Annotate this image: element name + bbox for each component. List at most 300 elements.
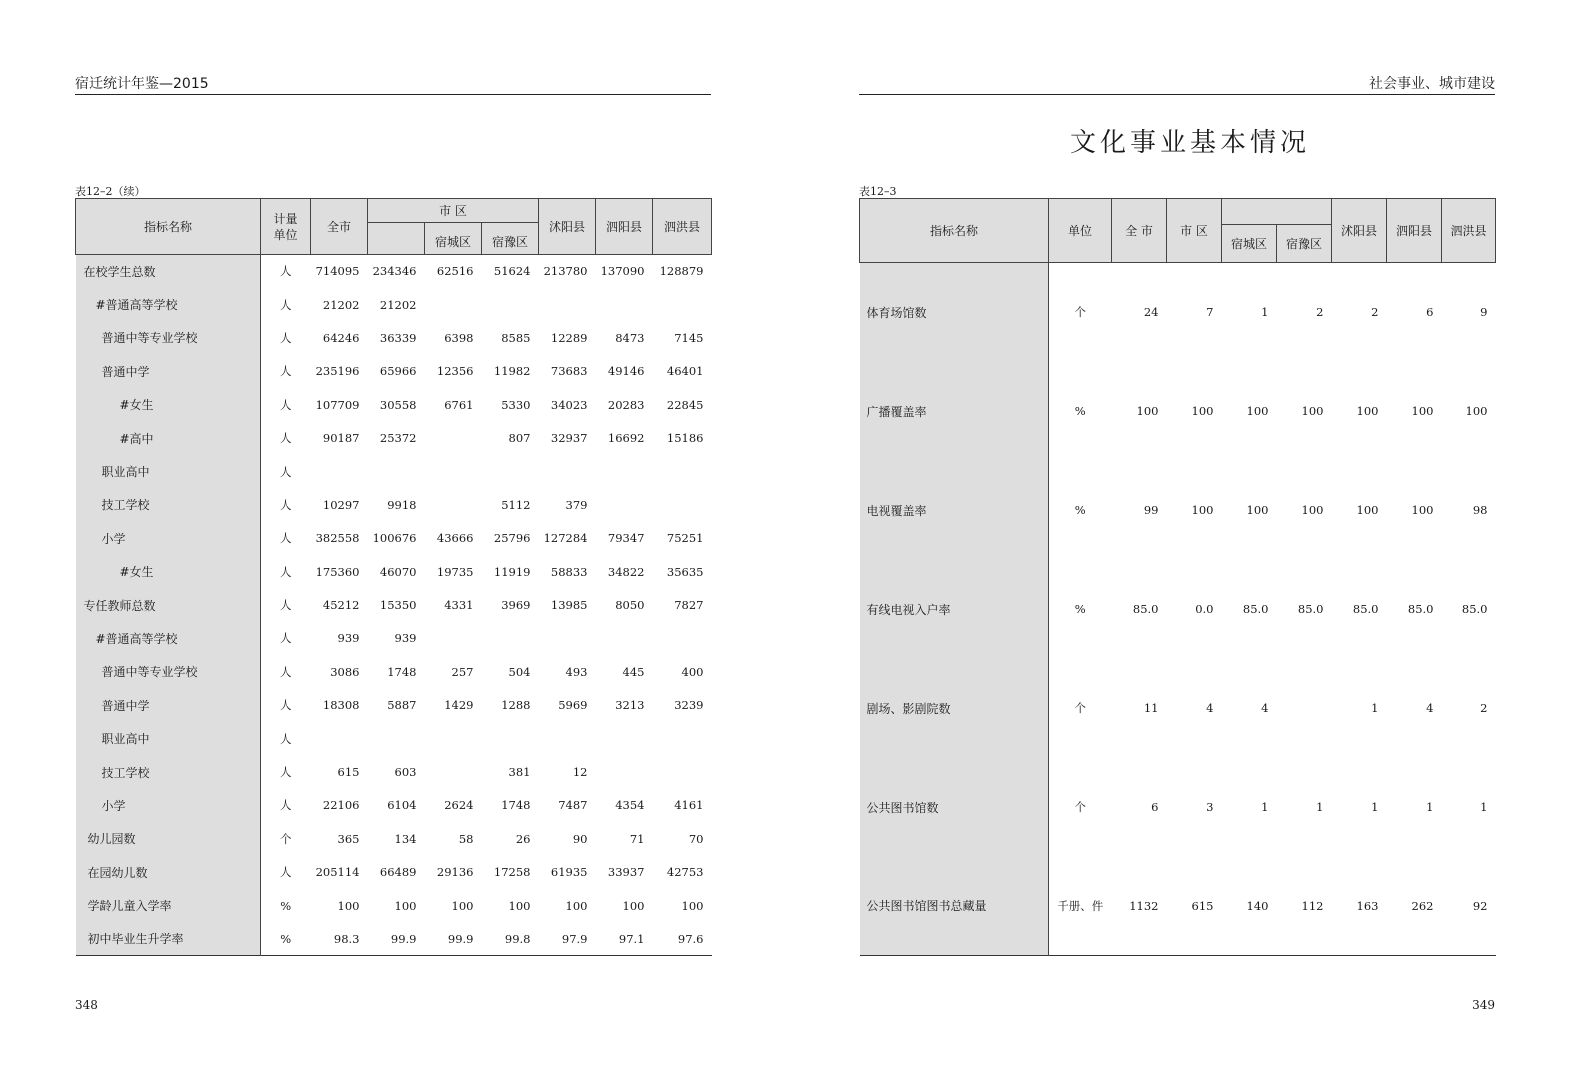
row-value [596, 622, 653, 655]
row-indicator: 初中毕业生升学率 [76, 922, 261, 955]
row-value: 2624 [444, 798, 474, 813]
row-value: 15350 [379, 598, 417, 613]
row-unit: 人 [280, 731, 292, 746]
row-value: 98.3 [333, 931, 360, 946]
row-unit: % [1074, 602, 1086, 616]
row-value: 6104 [387, 798, 417, 813]
table-row [76, 822, 712, 855]
row-value: 100 [337, 898, 360, 913]
row-value: 90187 [322, 431, 360, 446]
row-value: 4331 [444, 598, 474, 613]
row-unit: 人 [280, 531, 292, 546]
row-value: 134 [394, 831, 417, 846]
row-value [311, 722, 368, 755]
row-unit: 人 [280, 598, 292, 613]
row-value: 2 [1480, 701, 1488, 715]
row-unit: 个 [280, 831, 292, 846]
row-value [425, 755, 482, 788]
table-row [860, 659, 1496, 758]
row-value: 9 [1480, 305, 1488, 320]
row-value [653, 622, 712, 655]
row-indicator: 体育场馆数 [860, 263, 1049, 362]
row-indicator: #女生 [76, 388, 261, 421]
row-value: 34023 [550, 397, 588, 412]
row-value: 100 [1191, 404, 1214, 418]
table-row [76, 288, 712, 321]
row-value: 100 [1301, 404, 1324, 418]
row-indicator: #普通高等学校 [76, 288, 261, 321]
row-value [425, 722, 482, 755]
row-value: 100 [1191, 503, 1214, 517]
row-unit: 人 [280, 330, 292, 345]
table-row [860, 560, 1496, 659]
row-value: 85.0 [1352, 602, 1379, 616]
row-unit: 人 [280, 297, 292, 312]
running-header: 宿迁统计年鉴—2015 [75, 76, 209, 92]
row-value [653, 288, 712, 321]
row-value: 49146 [607, 364, 645, 379]
row-value: 400 [681, 664, 704, 679]
row-unit: 人 [280, 664, 292, 679]
row-value: 205114 [315, 865, 360, 880]
page-number: 349 [1472, 998, 1495, 1012]
row-value: 615 [337, 765, 360, 780]
row-value [653, 455, 712, 488]
row-value: 42753 [666, 865, 704, 880]
row-value: 100 [681, 898, 704, 913]
row-value: 939 [337, 631, 360, 646]
row-unit: 人 [280, 631, 292, 646]
row-value: 85.0 [1132, 602, 1159, 616]
col-header-siyang: 泗阳县 [1387, 199, 1442, 263]
table-row [860, 857, 1496, 956]
row-value: 65966 [379, 364, 417, 379]
col-header-siyang: 泗阳县 [596, 199, 653, 255]
col-header-sucheng: 宿城区 [425, 223, 482, 255]
table-row [76, 755, 712, 788]
row-value: 46401 [666, 364, 704, 379]
page-number: 348 [75, 998, 98, 1012]
row-value: 100 [622, 898, 645, 913]
row-value: 807 [508, 431, 531, 446]
row-value: 70 [688, 831, 704, 846]
row-value: 97.6 [677, 931, 704, 946]
row-unit: 个 [1074, 701, 1086, 715]
row-value: 4161 [674, 798, 704, 813]
row-indicator: #高中 [76, 421, 261, 454]
row-value: 12289 [550, 330, 588, 345]
row-value: 58833 [550, 564, 588, 579]
col-header-urban: 市 区 [368, 199, 539, 223]
row-value: 12 [572, 765, 588, 780]
row-unit: 人 [280, 865, 292, 880]
row-value: 213780 [543, 264, 588, 279]
row-value: 1 [1371, 800, 1379, 814]
row-indicator: 技工学校 [76, 755, 261, 788]
row-indicator: 技工学校 [76, 488, 261, 521]
row-value: 7487 [558, 798, 588, 813]
row-value: 382558 [315, 531, 360, 546]
table-row [76, 856, 712, 889]
table-row [76, 522, 712, 555]
row-value: 34822 [607, 564, 645, 579]
row-indicator: 公共图书馆数 [860, 758, 1049, 857]
row-value: 127284 [543, 531, 588, 546]
row-value: 100 [1411, 503, 1434, 517]
row-value: 100 [1411, 404, 1434, 418]
row-value [425, 455, 482, 488]
row-unit: 千册、件 [1057, 898, 1104, 913]
row-unit: 人 [280, 698, 292, 713]
row-indicator: #女生 [76, 555, 261, 588]
row-value: 85.0 [1242, 602, 1269, 616]
row-unit: 人 [280, 464, 292, 479]
row-value: 43666 [436, 531, 474, 546]
col-header-sucheng: 宿城区 [1222, 225, 1277, 263]
row-value: 175360 [315, 564, 360, 579]
row-indicator: 在校学生总数 [76, 255, 261, 288]
row-value: 3086 [330, 664, 360, 679]
row-indicator: 普通中等专业学校 [76, 655, 261, 688]
row-value [425, 622, 482, 655]
row-indicator: 幼儿园数 [76, 822, 261, 855]
row-unit: 人 [280, 564, 292, 579]
row-value [425, 421, 482, 454]
row-value: 8585 [501, 330, 531, 345]
row-unit: % [280, 931, 292, 946]
table-row [76, 588, 712, 621]
row-value: 29136 [436, 865, 474, 880]
row-value: 100 [451, 898, 474, 913]
row-value: 85.0 [1407, 602, 1434, 616]
row-value: 45212 [322, 598, 360, 613]
row-value: 615 [1191, 898, 1214, 913]
row-value [482, 622, 539, 655]
row-value: 939 [394, 631, 417, 646]
row-value: 2 [1316, 305, 1324, 320]
row-indicator: 普通中学 [76, 355, 261, 388]
table-row [76, 421, 712, 454]
col-header-urban: 市 区 [1167, 199, 1222, 263]
row-value: 75251 [666, 531, 704, 546]
row-indicator: 职业高中 [76, 722, 261, 755]
row-value: 5112 [501, 497, 531, 512]
row-value: 0.0 [1195, 602, 1214, 616]
row-value: 1288 [501, 698, 531, 713]
row-value [539, 622, 596, 655]
row-value: 58 [458, 831, 474, 846]
right-page [793, 0, 1587, 1077]
row-value: 11982 [493, 364, 531, 379]
row-value: 98 [1472, 503, 1488, 517]
row-value: 365 [337, 831, 360, 846]
row-value: 4354 [615, 798, 645, 813]
row-value: 140 [1246, 898, 1269, 913]
row-value: 51624 [493, 264, 531, 279]
row-value: 5969 [558, 698, 588, 713]
row-value: 1 [1426, 800, 1434, 814]
row-value: 90 [572, 831, 588, 846]
row-indicator: 有线电视入户率 [860, 560, 1049, 659]
row-value: 99.9 [447, 931, 474, 946]
row-value: 1429 [444, 698, 474, 713]
row-value: 71 [629, 831, 645, 846]
row-value: 22845 [666, 397, 704, 412]
table-row [76, 922, 712, 955]
row-value: 46070 [379, 564, 417, 579]
table-row [860, 461, 1496, 560]
row-value: 504 [508, 664, 531, 679]
row-value: 16692 [607, 431, 645, 446]
row-value: 99.8 [504, 931, 531, 946]
row-value: 32937 [550, 431, 588, 446]
row-value: 20283 [607, 397, 645, 412]
table-caption: 表12–3 [859, 185, 897, 198]
row-value: 62516 [436, 264, 474, 279]
row-value: 17258 [493, 865, 531, 880]
row-value: 100676 [372, 531, 417, 546]
row-value: 257 [451, 664, 474, 679]
col-header-unit: 计量单位 [261, 199, 311, 255]
row-value: 3969 [501, 598, 531, 613]
col-header-urban-spacer [368, 223, 425, 255]
running-header: 社会事业、城市建设 [1369, 76, 1495, 92]
row-value: 7 [1206, 305, 1214, 320]
row-value: 603 [394, 765, 417, 780]
col-header-indicator: 指标名称 [860, 199, 1049, 263]
row-unit: 个 [1074, 800, 1086, 814]
col-header-unit: 单位 [1049, 199, 1112, 263]
row-value [539, 288, 596, 321]
row-value: 36339 [379, 330, 417, 345]
row-value: 79347 [607, 531, 645, 546]
row-value: 235196 [315, 364, 360, 379]
culture-table [859, 198, 1496, 956]
row-value: 1748 [501, 798, 531, 813]
col-header-city: 全 市 [1112, 199, 1167, 263]
table-row [76, 321, 712, 354]
row-value: 5330 [501, 397, 531, 412]
row-value [482, 455, 539, 488]
table-row [76, 355, 712, 388]
row-indicator: 职业高中 [76, 455, 261, 488]
row-value: 6 [1151, 800, 1159, 814]
row-indicator: 电视覆盖率 [860, 461, 1049, 560]
col-header-sihong: 泗洪县 [653, 199, 712, 255]
row-value: 1 [1261, 305, 1269, 320]
row-unit: 个 [1074, 305, 1086, 320]
col-header-indicator: 指标名称 [76, 199, 261, 255]
row-indicator: 普通中学 [76, 689, 261, 722]
row-value: 100 [394, 898, 417, 913]
row-value [596, 755, 653, 788]
row-value [539, 455, 596, 488]
row-value [482, 288, 539, 321]
col-header-shuyang: 沭阳县 [1332, 199, 1387, 263]
row-value: 1132 [1129, 898, 1159, 913]
row-value: 64246 [322, 330, 360, 345]
row-value: 379 [565, 497, 588, 512]
row-value: 262 [1411, 898, 1434, 913]
culture-table-body [860, 263, 1496, 956]
row-indicator: 学龄儿童入学率 [76, 889, 261, 922]
row-value: 137090 [600, 264, 645, 279]
row-value: 11 [1143, 701, 1159, 715]
header-rule [859, 94, 1495, 95]
row-value: 97.9 [561, 931, 588, 946]
col-header-urban-span [1222, 199, 1332, 225]
table-row [76, 555, 712, 588]
table-caption: 表12–2（续） [75, 185, 146, 198]
row-value: 5887 [387, 698, 417, 713]
row-value: 30558 [379, 397, 417, 412]
row-value: 4 [1426, 701, 1434, 715]
row-value: 61935 [550, 865, 588, 880]
row-value: 73683 [550, 364, 588, 379]
row-value [311, 455, 368, 488]
table-row [76, 889, 712, 922]
row-value: 21202 [322, 297, 360, 312]
row-unit: 人 [280, 765, 292, 780]
row-unit: % [280, 898, 292, 913]
row-value: 100 [1465, 404, 1488, 418]
row-indicator: 广播覆盖率 [860, 362, 1049, 461]
table-row [76, 455, 712, 488]
row-value [653, 755, 712, 788]
table-row [76, 689, 712, 722]
row-value: 3213 [615, 698, 645, 713]
row-value: 100 [565, 898, 588, 913]
table-row [76, 722, 712, 755]
row-value: 1 [1371, 701, 1379, 715]
row-value: 445 [622, 664, 645, 679]
row-unit: % [1074, 503, 1086, 517]
row-value [425, 288, 482, 321]
table-row [76, 655, 712, 688]
row-value: 10297 [322, 497, 360, 512]
row-value: 35635 [666, 564, 704, 579]
row-unit: 人 [280, 397, 292, 412]
education-table [75, 198, 712, 956]
page-title: 文化事业基本情况 [1069, 128, 1310, 158]
row-unit: % [1074, 404, 1086, 418]
row-value: 234346 [372, 264, 417, 279]
row-value [596, 488, 653, 521]
row-value: 19735 [436, 564, 474, 579]
row-value: 1 [1316, 800, 1324, 814]
row-value: 22106 [322, 798, 360, 813]
row-value: 3239 [674, 698, 704, 713]
row-indicator: 普通中等专业学校 [76, 321, 261, 354]
table-row [860, 758, 1496, 857]
table-row [76, 255, 712, 288]
row-value: 85.0 [1461, 602, 1488, 616]
row-value [368, 722, 425, 755]
row-value: 15186 [666, 431, 704, 446]
row-value: 163 [1356, 898, 1379, 913]
education-table-body [76, 255, 712, 956]
row-value: 1 [1261, 800, 1269, 814]
row-value: 100 [1356, 404, 1379, 418]
table-row [76, 388, 712, 421]
row-value [482, 722, 539, 755]
row-value [596, 288, 653, 321]
row-value [1277, 659, 1332, 758]
row-value: 100 [1246, 503, 1269, 517]
row-value [596, 722, 653, 755]
col-header-suyu: 宿豫区 [482, 223, 539, 255]
row-value: 7827 [674, 598, 704, 613]
row-value: 3 [1206, 800, 1214, 814]
row-unit: 人 [280, 798, 292, 813]
col-header-city: 全市 [311, 199, 368, 255]
row-value: 107709 [315, 397, 360, 412]
row-value: 85.0 [1297, 602, 1324, 616]
row-value: 11919 [493, 564, 531, 579]
row-unit: 人 [280, 497, 292, 512]
row-value: 18308 [322, 698, 360, 713]
row-value: 1748 [387, 664, 417, 679]
row-value: 493 [565, 664, 588, 679]
row-indicator: 小学 [76, 522, 261, 555]
row-value [368, 455, 425, 488]
row-value: 25372 [379, 431, 417, 446]
row-value: 7145 [674, 330, 704, 345]
row-value: 100 [1136, 404, 1159, 418]
row-indicator: 剧场、影剧院数 [860, 659, 1049, 758]
row-value [425, 488, 482, 521]
row-value: 12356 [436, 364, 474, 379]
row-indicator: 专任教师总数 [76, 588, 261, 621]
table-row [76, 622, 712, 655]
header-rule [75, 94, 711, 95]
table-row [860, 362, 1496, 461]
row-value: 100 [508, 898, 531, 913]
col-header-shuyang: 沭阳县 [539, 199, 596, 255]
row-indicator: #普通高等学校 [76, 622, 261, 655]
row-unit: 人 [280, 431, 292, 446]
row-value: 8050 [615, 598, 645, 613]
row-value: 99.9 [390, 931, 417, 946]
row-value: 66489 [379, 865, 417, 880]
row-value: 99 [1143, 503, 1159, 517]
row-unit: 人 [280, 364, 292, 379]
table-row [76, 488, 712, 521]
row-value: 97.1 [618, 931, 645, 946]
row-value: 2 [1371, 305, 1379, 320]
row-value: 9918 [387, 497, 417, 512]
left-page [0, 0, 793, 1077]
row-value: 13985 [550, 598, 588, 613]
row-value: 100 [1356, 503, 1379, 517]
row-value: 26 [515, 831, 531, 846]
col-header-sihong: 泗洪县 [1442, 199, 1496, 263]
row-value: 100 [1301, 503, 1324, 517]
row-value: 112 [1301, 898, 1324, 913]
row-value: 33937 [607, 865, 645, 880]
row-value: 24 [1143, 305, 1159, 320]
row-value: 21202 [379, 297, 417, 312]
row-value: 8473 [615, 330, 645, 345]
row-value: 714095 [315, 264, 360, 279]
row-value: 100 [1246, 404, 1269, 418]
row-unit: 人 [280, 264, 292, 279]
row-value: 6398 [444, 330, 474, 345]
table-row [860, 263, 1496, 362]
row-value: 128879 [659, 264, 704, 279]
row-indicator: 公共图书馆图书总藏量 [860, 857, 1049, 956]
row-value: 6 [1426, 305, 1434, 320]
